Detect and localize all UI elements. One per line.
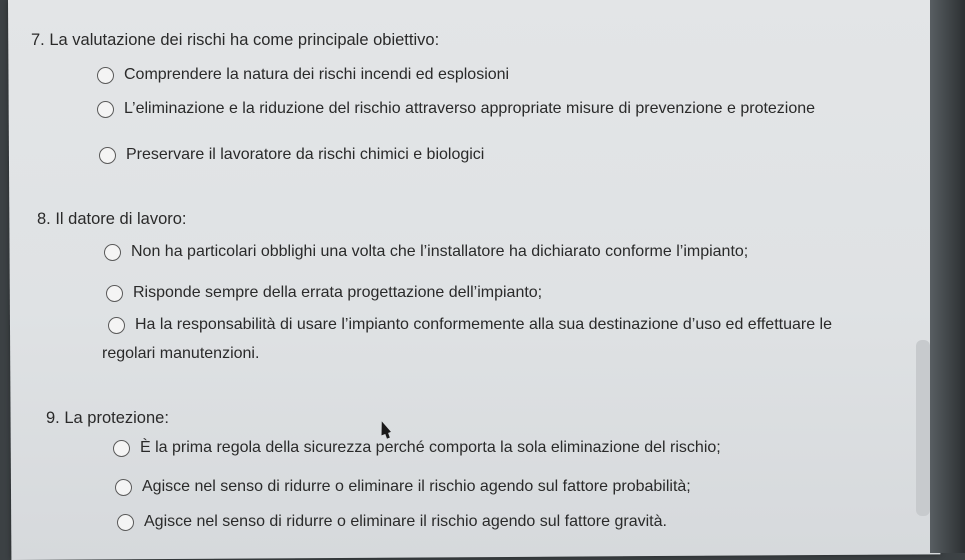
q8-option-3-continuation: regolari manutenzioni. bbox=[102, 345, 260, 362]
q8-option-2[interactable] bbox=[106, 284, 542, 302]
option-label: Comprendere la natura dei rischi incendi ed esplosioni bbox=[124, 66, 510, 83]
option-label: Non ha particolari obblighi una volta che l’installatore ha dichiarato conforme l’impianto; bbox=[131, 243, 749, 260]
q8-option-3[interactable] bbox=[108, 316, 832, 334]
q7-option-2[interactable] bbox=[97, 100, 815, 118]
question-9-title: 9. La protezione: bbox=[46, 409, 169, 427]
radio-button[interactable] bbox=[108, 317, 125, 334]
option-label: Ha la responsabilità di usare l’impianto conformemente alla sua destinazione d’uso ed effettuare le bbox=[135, 316, 833, 333]
option-label: Preservare il lavoratore da rischi chimici e biologici bbox=[126, 146, 485, 163]
q8-option-1[interactable] bbox=[104, 243, 748, 261]
option-label: È la prima regola della sicurezza perché comporta la sola eliminazione del rischio; bbox=[140, 439, 721, 456]
radio-button[interactable] bbox=[104, 244, 121, 261]
option-label: Agisce nel senso di ridurre o eliminare il rischio agendo sul fattore probabilità; bbox=[142, 478, 691, 495]
radio-button[interactable] bbox=[97, 101, 114, 118]
q9-option-1[interactable] bbox=[113, 439, 721, 457]
q9-option-3[interactable] bbox=[117, 513, 667, 531]
q7-option-3[interactable] bbox=[99, 146, 484, 164]
option-label: Agisce nel senso di ridurre o eliminare il rischio agendo sul fattore gravità. bbox=[144, 513, 667, 530]
option-label: Risponde sempre della errata progettazione dell’impianto; bbox=[133, 284, 543, 301]
radio-button[interactable] bbox=[97, 67, 114, 84]
option-label: L’eliminazione e la riduzione del rischio attraverso appropriate misure di prevenzione e protezione bbox=[124, 100, 816, 117]
radio-button[interactable] bbox=[117, 514, 134, 531]
radio-button[interactable] bbox=[115, 479, 132, 496]
window-edge bbox=[930, 0, 965, 553]
radio-button[interactable] bbox=[106, 285, 123, 302]
scrollbar[interactable] bbox=[916, 340, 930, 516]
q7-option-1[interactable] bbox=[97, 66, 509, 84]
radio-button[interactable] bbox=[99, 147, 116, 164]
question-7-title: 7. La valutazione dei rischi ha come principale obiettivo: bbox=[31, 31, 440, 49]
question-8-title: 8. Il datore di lavoro: bbox=[37, 210, 187, 228]
radio-button[interactable] bbox=[113, 440, 130, 457]
q9-option-2[interactable] bbox=[115, 478, 691, 496]
